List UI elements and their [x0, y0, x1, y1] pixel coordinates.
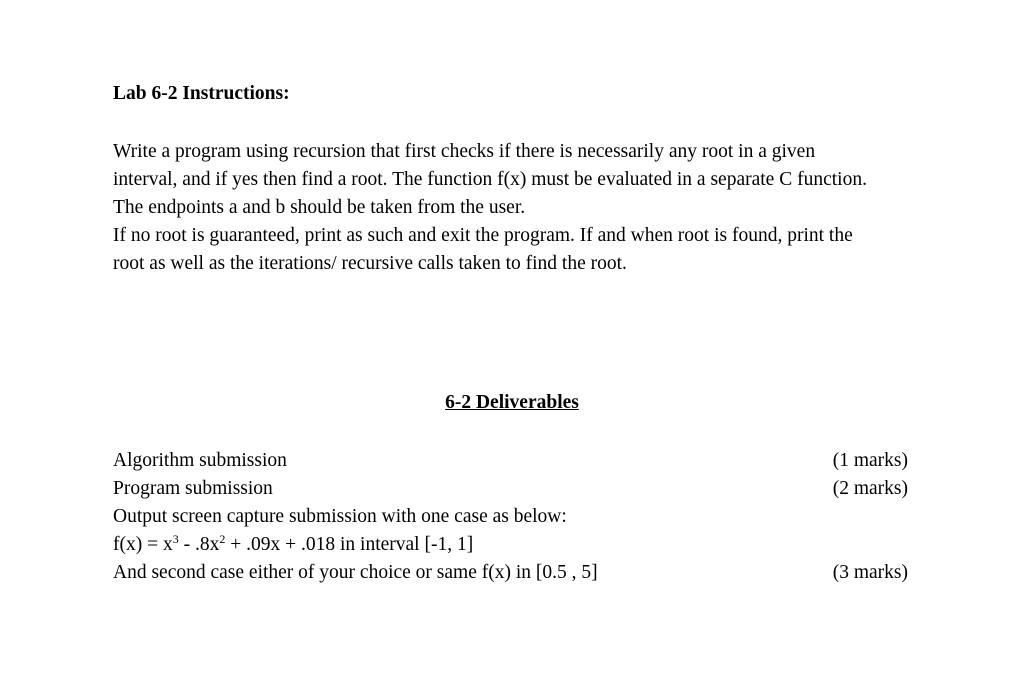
deliverable-program: Program submission: [113, 478, 273, 499]
instruction-line-4: If no root is guaranteed, print as such and exit the program. If and when root is found, print the: [113, 225, 853, 246]
function-middle: - .8x: [178, 534, 220, 555]
marks-output: (3 marks): [832, 562, 908, 583]
deliverables-title: 6-2 Deliverables: [445, 392, 579, 413]
marks-algorithm: (1 marks): [832, 450, 908, 471]
instruction-line-5: root as well as the iterations/ recursive calls taken to find the root.: [113, 253, 627, 274]
instruction-line-1: Write a program using recursion that first checks if there is necessarily any root in a given: [113, 141, 816, 162]
deliverable-output-capture: Output screen capture submission with one case as below:: [113, 506, 567, 527]
instruction-line-3: The endpoints a and b should be taken from the user.: [113, 197, 526, 218]
deliverable-second-case: And second case either of your choice or same f(x) in [0.5 , 5]: [113, 562, 598, 583]
lab-heading: Lab 6-2 Instructions:: [113, 83, 290, 104]
function-suffix: + .09x + .018 in interval [-1, 1]: [225, 534, 474, 555]
deliverable-algorithm: Algorithm submission: [113, 450, 287, 471]
instruction-line-2: interval, and if yes then find a root. The function f(x) must be evaluated in a separate C function.: [113, 169, 867, 190]
exponent-2: 2: [219, 532, 226, 546]
function-prefix: f(x) = x: [113, 534, 173, 555]
exponent-3: 3: [172, 532, 179, 546]
function-expression: [113, 531, 473, 559]
marks-program: (2 marks): [832, 478, 908, 499]
